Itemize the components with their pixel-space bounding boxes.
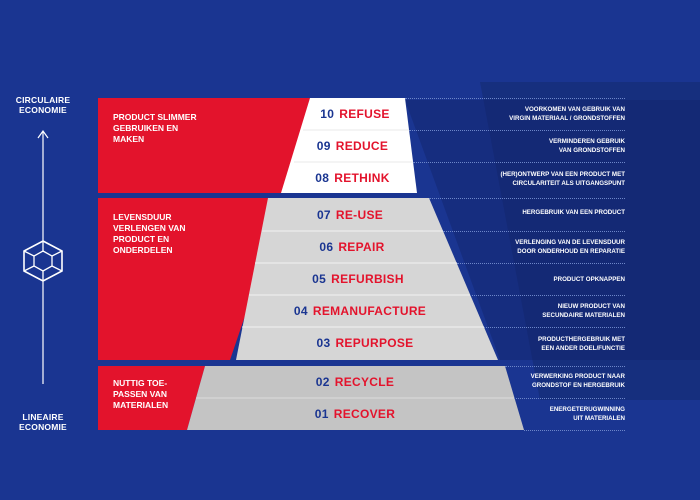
- level-10-description: [480, 98, 625, 130]
- group-1-label-line3: MAKEN: [113, 134, 145, 144]
- group-3-label: [113, 378, 205, 411]
- level-06-number: 06: [319, 240, 334, 254]
- level-07-name: RE-USE: [335, 208, 384, 222]
- level-08-description: [480, 162, 625, 196]
- level-03-name: REPURPOSE: [335, 336, 414, 350]
- level-05-description: [480, 263, 625, 295]
- level-06-desc-line1: VERLENGING VAN DE LEVENSDUUR: [515, 239, 625, 246]
- level-10-number: 10: [320, 107, 335, 121]
- level-09-description: [480, 130, 625, 162]
- level-02-number: 02: [315, 375, 330, 389]
- level-10: [300, 98, 410, 130]
- level-09: [290, 130, 415, 162]
- level-08-desc-line2: CIRCULARITEIT ALS UITGANGSPUNT: [512, 180, 625, 187]
- level-07-number: 07: [316, 208, 331, 222]
- level-09-name: REDUCE: [335, 139, 389, 153]
- level-02-description: [480, 364, 625, 398]
- level-10-desc-line1: VOORKOMEN VAN GEBRUIK VAN: [524, 106, 625, 113]
- level-03: [245, 327, 485, 359]
- group-1-label-line1: PRODUCT SLIMMER: [113, 112, 197, 122]
- divider-11: [524, 430, 625, 431]
- level-09-desc-line1: VERMINDEREN GEBRUIK: [549, 138, 625, 145]
- group-1-label: [113, 112, 205, 145]
- group-2-label: [113, 212, 205, 256]
- group-2-label-line1: LEVENSDUUR: [113, 212, 172, 222]
- level-04-desc-line2: SECUNDAIRE MATERIALEN: [542, 312, 625, 319]
- level-06-desc-line2: DOOR ONDERHOUD EN REPARATIE: [517, 248, 625, 255]
- level-08: [285, 162, 420, 194]
- level-01-name: RECOVER: [333, 407, 396, 421]
- level-10-desc-line2: VIRGIN MATERIAAL / GRONDSTOFFEN: [509, 115, 625, 122]
- group-1-label-line2: GEBRUIKEN EN: [113, 123, 179, 133]
- level-05-desc-line1: PRODUCT OPKNAPPEN: [553, 275, 625, 283]
- group-2-label-line2: VERLENGEN VAN: [113, 223, 186, 233]
- level-06: [262, 231, 442, 263]
- level-04-desc-line1: NIEUW PRODUCT VAN: [557, 303, 625, 310]
- level-08-number: 08: [315, 171, 330, 185]
- level-02-name: RECYCLE: [334, 375, 395, 389]
- level-04-number: 04: [293, 304, 308, 318]
- level-05-number: 05: [312, 272, 327, 286]
- group-3-label-line2: PASSEN VAN: [113, 389, 168, 399]
- level-01-desc-line1: ENERGETERUGWINNING: [549, 406, 625, 413]
- level-04-name: REMANUFACTURE: [312, 304, 427, 318]
- level-09-desc-line2: VAN GRONDSTOFFEN: [558, 147, 625, 154]
- level-03-desc-line2: EEN ANDER DOEL/FUNCTIE: [541, 345, 625, 352]
- level-10-name: REFUSE: [339, 107, 390, 121]
- level-08-desc-line1: (HER)ONTWERP VAN EEN PRODUCT MET: [500, 171, 625, 178]
- level-02-desc-line2: GRONDSTOF EN HERGEBRUIK: [531, 382, 625, 389]
- level-06-name: REPAIR: [338, 240, 385, 254]
- level-03-description: [480, 327, 625, 361]
- level-01-desc-line2: UIT MATERIALEN: [573, 415, 625, 422]
- axis-bottom-label-line1: LINEAIRE: [22, 412, 64, 422]
- level-01-number: 01: [314, 407, 329, 421]
- group-3-label-line3: MATERIALEN: [113, 400, 169, 410]
- level-02: [200, 366, 510, 398]
- group-2-label-line4: ONDERDELEN: [113, 245, 173, 255]
- level-05: [258, 263, 458, 295]
- level-04: [250, 295, 470, 327]
- axis-bottom-label-line2: ECONOMIE: [19, 422, 67, 432]
- group-2-label-line3: PRODUCT EN: [113, 234, 170, 244]
- level-06-description: [480, 231, 625, 263]
- level-02-desc-line1: VERWERKING PRODUCT NAAR: [530, 373, 625, 380]
- level-07-desc-line1: HERGEBRUIK VAN EEN PRODUCT: [522, 208, 625, 216]
- level-07: [270, 199, 430, 231]
- level-03-number: 03: [316, 336, 331, 350]
- group-3-label-line1: NUTTIG TOE-: [113, 378, 168, 388]
- axis-top-label-line1: CIRCULAIRE: [15, 95, 71, 105]
- level-01-description: [480, 398, 625, 430]
- level-04-description: [480, 295, 625, 327]
- level-05-name: REFURBISH: [331, 272, 404, 286]
- level-09-number: 09: [316, 139, 331, 153]
- axis-top-label-line2: ECONOMIE: [19, 105, 67, 115]
- level-07-description: [480, 198, 625, 226]
- level-03-desc-line1: PRODUCTHERGEBRUIK MET: [538, 336, 625, 343]
- level-01: [195, 398, 515, 430]
- level-08-name: RETHINK: [334, 171, 390, 185]
